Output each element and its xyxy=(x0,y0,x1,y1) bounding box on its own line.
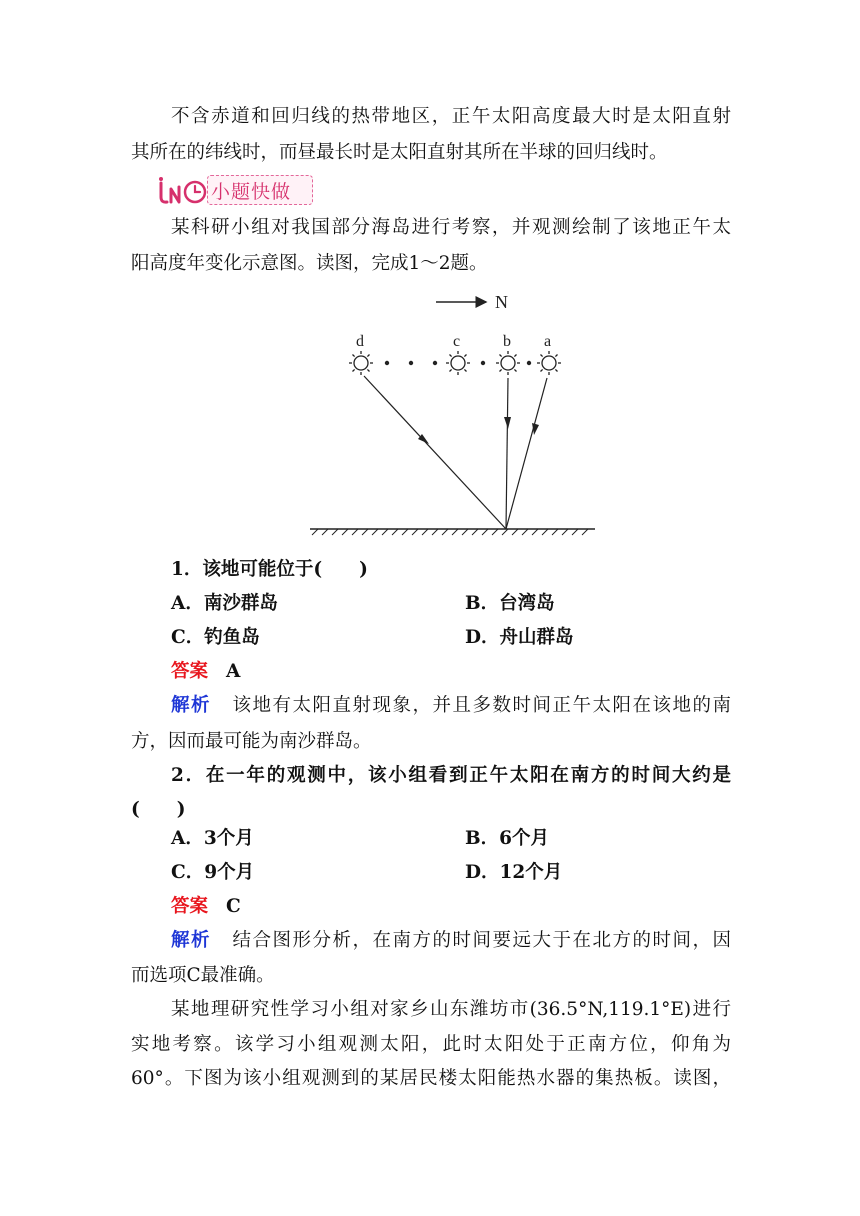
path-dot xyxy=(385,361,389,365)
q1-option-a[interactable]: A．南沙群岛 xyxy=(171,593,278,614)
ray-d xyxy=(364,376,506,529)
q1-answer-row xyxy=(171,659,240,685)
q1-option-b[interactable]: B．台湾岛 xyxy=(465,593,555,614)
q1-analysis-line-2: 方，因而最可能为南沙群岛。 xyxy=(131,731,372,752)
stem2-line-2: 实地考察。该学习小组观测太阳，此时太阳处于正南方位，仰角为 xyxy=(131,1034,731,1055)
path-dot xyxy=(481,361,485,365)
q2-analysis-line-2: 而选项C最准确。 xyxy=(131,965,275,986)
q2-analysis-line-1 xyxy=(171,928,731,954)
q1-analysis-text: 该地有太阳直射现象，并且多数时间正午太阳在该地的南 xyxy=(231,695,731,716)
sun-label-b: b xyxy=(503,333,511,350)
stem2-line-1: 某地理研究性学习小组对家乡山东潍坊市(36.5°N,119.1°E)进行 xyxy=(171,999,731,1020)
path-dot xyxy=(527,361,531,365)
q2-option-c[interactable]: C．9个月 xyxy=(171,862,255,883)
q2-answer-row xyxy=(171,894,241,920)
stem1-line-1: 某科研小组对我国部分海岛进行考察，并观测绘制了该地正午太 xyxy=(171,217,731,238)
badge-title: 小题快做 xyxy=(211,181,292,203)
path-dot xyxy=(433,361,437,365)
intro-line-2: 其所在的纬线时，而昼最长时是太阳直射其所在半球的回归线时。 xyxy=(131,142,668,163)
sun-altitude-figure xyxy=(300,283,600,545)
q2-option-a[interactable]: A．3个月 xyxy=(171,828,254,849)
sun-label-a: a xyxy=(544,333,552,350)
q2-stem-line-2: ( ) xyxy=(131,799,186,820)
ray-b xyxy=(506,378,508,529)
q2-analysis-text: 结合图形分析，在南方的时间要远大于在北方的时间，因 xyxy=(231,930,731,951)
q1-option-d[interactable]: D．舟山群岛 xyxy=(465,627,574,648)
q1-answer-label: 答案 xyxy=(171,661,209,682)
sun-label-c: c xyxy=(453,333,461,350)
ground-hatching xyxy=(312,529,588,535)
sun-diagram xyxy=(300,283,600,545)
sun-b-icon xyxy=(496,351,520,375)
q2-analysis-label: 解析 xyxy=(171,930,211,951)
intro-line-1: 不含赤道和回归线的热带地区，正午太阳高度最大时是太阳直射 xyxy=(171,106,731,127)
sun-c-icon xyxy=(446,351,470,375)
q2-option-d[interactable]: D．12个月 xyxy=(465,862,563,883)
ray-a-arrowhead xyxy=(532,423,539,435)
section-badge xyxy=(157,175,317,207)
sun-label-d: d xyxy=(356,333,364,350)
clock-icon xyxy=(157,175,209,207)
q1-answer-value: A xyxy=(226,661,241,682)
q1-stem: 1．该地可能位于( ) xyxy=(171,559,368,580)
sun-a-icon xyxy=(537,351,561,375)
q2-answer-value: C xyxy=(226,896,241,917)
path-dot xyxy=(409,361,413,365)
q2-option-b[interactable]: B．6个月 xyxy=(465,828,550,849)
q2-stem-line-1: 2．在一年的观测中，该小组看到正午太阳在南方的时间大约是 xyxy=(171,765,731,786)
north-label: N xyxy=(495,292,508,312)
q1-analysis-line-1 xyxy=(171,693,731,719)
stem1-line-2: 阳高度年变化示意图。读图，完成1～2题。 xyxy=(131,253,488,274)
sun-d-icon xyxy=(349,351,373,375)
ray-b-arrowhead xyxy=(504,417,511,429)
stem2-line-3: 60°。下图为该小组观测到的某居民楼太阳能热水器的集热板。读图， xyxy=(131,1068,731,1089)
q1-analysis-label: 解析 xyxy=(171,695,211,716)
ray-a xyxy=(506,378,547,529)
q2-answer-label: 答案 xyxy=(171,896,209,917)
q1-option-c[interactable]: C．钓鱼岛 xyxy=(171,627,260,648)
